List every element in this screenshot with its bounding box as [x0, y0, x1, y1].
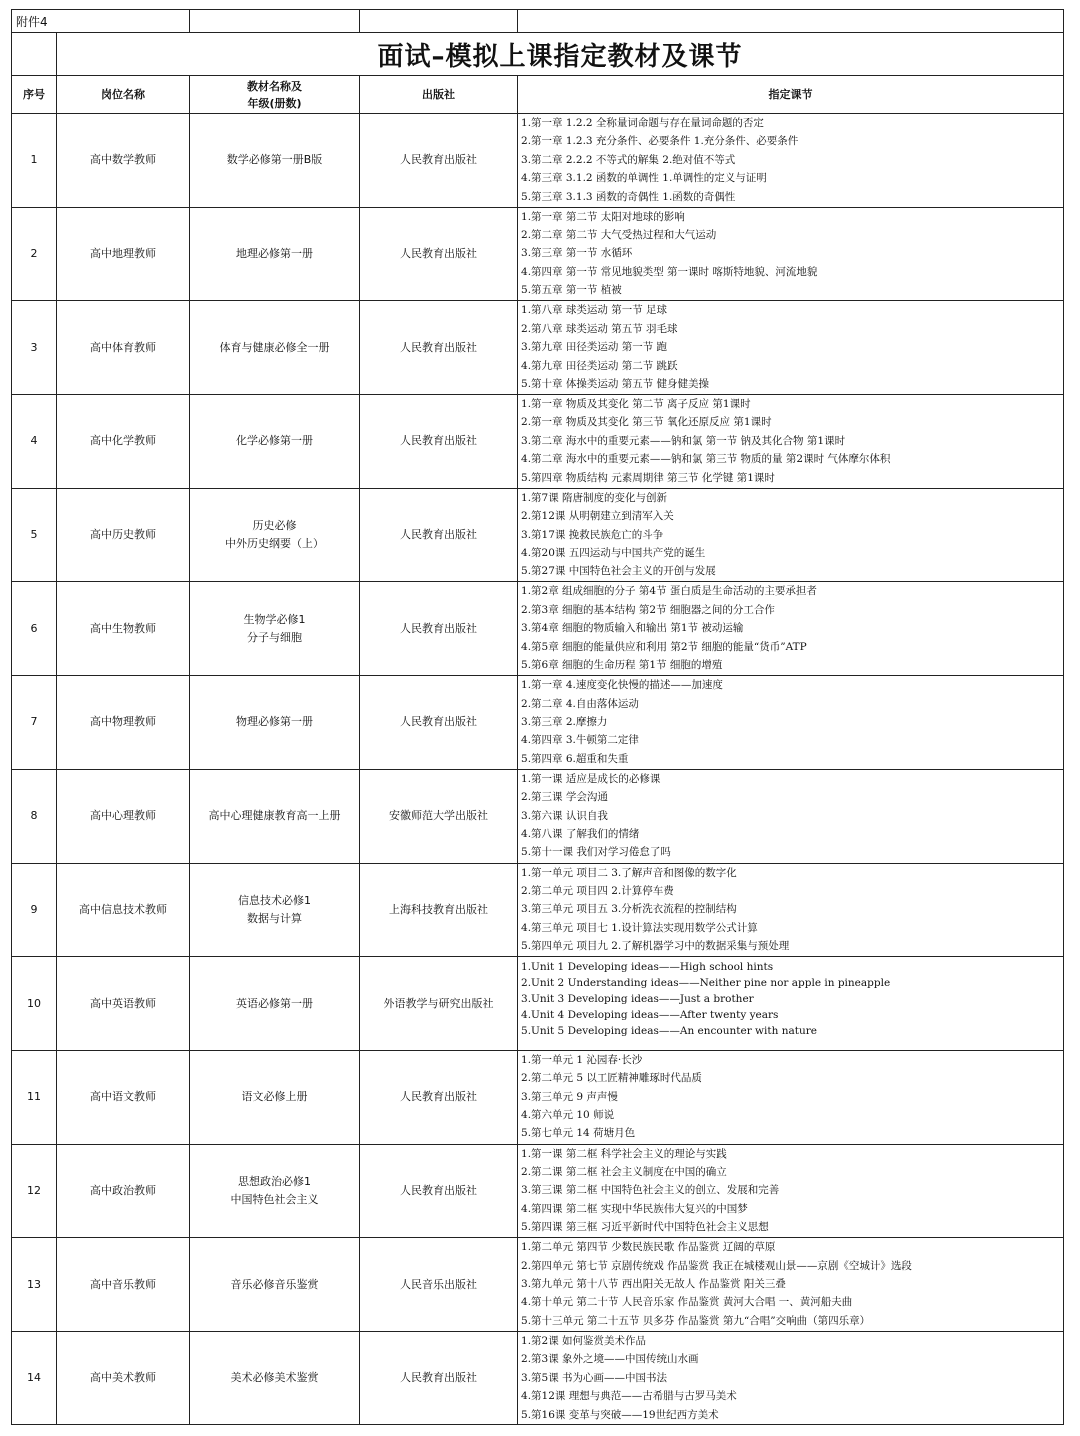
row-position: 高中英语教师	[57, 957, 190, 1051]
row-publisher: 人民教育出版社	[360, 301, 518, 395]
lesson-item: 2.第四单元 第七节 京剧传统戏 作品鉴赏 我正在城楼观山景——京剧《空城计》选段	[521, 1259, 912, 1272]
table-row	[12, 1144, 1064, 1238]
textbook-line: 中外历史纲要（上）	[225, 537, 325, 551]
lesson-item: 5.第16课 变革与突破——19世纪西方美术	[521, 1408, 719, 1421]
row-publisher: 上海科技教育出版社	[360, 863, 518, 957]
row-publisher: 人民教育出版社	[360, 207, 518, 301]
lesson-item: 4.第四课 第二框 实现中华民族伟大复兴的中国梦	[521, 1202, 748, 1215]
row-position: 高中信息技术教师	[57, 863, 190, 957]
lesson-item: 1.第一章 1.2.2 全称量词命题与存在量词命题的否定	[521, 117, 764, 129]
lesson-item: 4.第三单元 项目七 1.设计算法实现用数学公式计算	[521, 921, 758, 934]
header-textbook-line2: 年级(册数)	[247, 96, 302, 110]
lesson-item: 4.第六单元 10 师说	[521, 1109, 615, 1122]
lesson-item: 4.第12课 理想与典范——古希腊与古罗马美术	[521, 1390, 737, 1403]
lesson-item: 2.第三课 学会沟通	[521, 791, 608, 804]
lesson-item: 1.第一课 第二框 科学社会主义的理论与实践	[521, 1147, 727, 1160]
table-row	[12, 301, 1064, 395]
lesson-item: 3.第三课 第二框 中国特色社会主义的创立、发展和完善	[521, 1184, 780, 1197]
lesson-item: 5.第四单元 项目九 2.了解机器学习中的数据采集与预处理	[521, 940, 790, 953]
lesson-item: 1.Unit 1 Developing ideas——High school hints	[521, 961, 774, 974]
lesson-item: 4.第5章 细胞的能量供应和利用 第2节 细胞的能量“货币”ATP	[521, 640, 807, 653]
row-publisher: 安徽师范大学出版社	[360, 769, 518, 863]
textbook-line: 体育与健康必修全一册	[219, 340, 330, 354]
row-lessons	[518, 207, 1064, 301]
lesson-item: 1.第八章 球类运动 第一节 足球	[521, 304, 668, 317]
lesson-item: 3.第三单元 9 声声慢	[521, 1090, 618, 1103]
lesson-item: 5.第十章 体操类运动 第五节 健身健美操	[521, 377, 710, 390]
textbook-line: 分子与细胞	[247, 630, 303, 644]
table-row	[12, 207, 1064, 301]
row-textbook	[190, 488, 360, 582]
lesson-item: 4.第三章 3.1.2 函数的单调性 1.单调性的定义与证明	[521, 172, 767, 185]
row-index: 6	[12, 582, 57, 676]
row-textbook	[190, 957, 360, 1051]
lesson-item: 4.第四章 第一节 常见地貌类型 第一课时 喀斯特地貌、河流地貌	[521, 265, 818, 278]
row-index: 2	[12, 207, 57, 301]
table-row	[12, 114, 1064, 208]
table-row	[12, 1238, 1064, 1332]
lesson-item: 5.第四课 第三框 习近平新时代中国特色社会主义思想	[521, 1221, 769, 1234]
textbook-line: 化学必修第一册	[236, 434, 314, 448]
row-lessons	[518, 488, 1064, 582]
lesson-item: 3.第4章 细胞的物质输入和输出 第1节 被动运输	[521, 622, 744, 635]
header-lessons: 指定课节	[518, 76, 1064, 114]
row-textbook	[190, 114, 360, 208]
row-textbook	[190, 582, 360, 676]
row-lessons	[518, 863, 1064, 957]
textbook-line: 信息技术必修1	[238, 893, 312, 907]
textbook-line: 英语必修第一册	[236, 996, 314, 1010]
row-publisher: 人民教育出版社	[360, 1331, 518, 1424]
row-lessons	[518, 1144, 1064, 1238]
lesson-item: 4.第十单元 第二十节 人民音乐家 作品鉴赏 黄河大合唱 一、黄河船夫曲	[521, 1296, 853, 1309]
row-position: 高中物理教师	[57, 676, 190, 770]
header-textbook-line1: 教材名称及	[247, 79, 303, 93]
lesson-item: 5.第6章 细胞的生命历程 第1节 细胞的增殖	[521, 659, 723, 671]
row-position: 高中历史教师	[57, 488, 190, 582]
lesson-item: 2.第二章 4.自由落体运动	[521, 697, 639, 710]
lesson-item: 2.第3章 细胞的基本结构 第2节 细胞器之间的分工合作	[521, 603, 775, 616]
lesson-item: 4.第八课 了解我们的情绪	[521, 827, 640, 840]
table-row	[12, 863, 1064, 957]
row-lessons	[518, 1050, 1064, 1144]
row-position: 高中语文教师	[57, 1050, 190, 1144]
lesson-item: 4.Unit 4 Developing ideas——After twenty years	[521, 1009, 779, 1022]
textbook-line: 物理必修第一册	[236, 715, 314, 729]
row-position: 高中地理教师	[57, 207, 190, 301]
row-textbook	[190, 863, 360, 957]
row-publisher: 人民教育出版社	[360, 114, 518, 208]
lesson-item: 3.第三章 第一节 水循环	[521, 247, 633, 260]
row-publisher: 人民教育出版社	[360, 582, 518, 676]
lesson-item: 2.第二单元 项目四 2.计算停车费	[521, 884, 674, 897]
lesson-item: 2.第二单元 5 以工匠精神雕琢时代品质	[521, 1072, 702, 1085]
row-position: 高中音乐教师	[57, 1238, 190, 1332]
lesson-item: 5.第四章 物质结构 元素周期律 第三节 化学键 第1课时	[521, 471, 775, 484]
row-textbook	[190, 301, 360, 395]
lesson-item: 5.第五章 第一节 植被	[521, 284, 622, 297]
lesson-item: 1.第一章 物质及其变化 第二节 离子反应 第1课时	[521, 398, 751, 411]
row-textbook	[190, 676, 360, 770]
empty-cell	[360, 10, 518, 33]
textbook-line: 数据与计算	[247, 911, 303, 925]
lesson-item: 3.第三章 2.摩擦力	[521, 715, 608, 728]
textbook-line: 数学必修第一册B版	[226, 153, 323, 167]
row-index: 1	[12, 114, 57, 208]
header-row	[12, 76, 1064, 114]
lesson-item: 2.Unit 2 Understanding ideas——Neither pine nor apple in pineapple	[521, 977, 891, 990]
row-position: 高中数学教师	[57, 114, 190, 208]
lesson-item: 1.第一章 4.速度变化快慢的描述——加速度	[521, 679, 723, 692]
header-position: 岗位名称	[57, 76, 190, 114]
row-index: 10	[12, 957, 57, 1051]
row-lessons	[518, 769, 1064, 863]
lesson-item: 1.第2章 组成细胞的分子 第4节 蛋白质是生命活动的主要承担者	[521, 585, 817, 598]
table-row	[12, 1331, 1064, 1424]
row-position: 高中美术教师	[57, 1331, 190, 1424]
header-index: 序号	[12, 76, 57, 114]
row-index: 12	[12, 1144, 57, 1238]
row-textbook	[190, 395, 360, 489]
lesson-item: 1.第二单元 第四节 少数民族民歌 作品鉴赏 辽阔的草原	[521, 1241, 776, 1254]
row-lessons	[518, 582, 1064, 676]
title-row	[12, 33, 1064, 76]
page-title: 面试–模拟上课指定教材及课节	[57, 33, 1064, 76]
lesson-item: 2.第一章 1.2.3 充分条件、必要条件 1.充分条件、必要条件	[521, 135, 799, 148]
row-publisher: 外语教学与研究出版社	[360, 957, 518, 1051]
table-row	[12, 582, 1064, 676]
textbook-line: 语文必修上册	[241, 1090, 308, 1104]
row-position: 高中体育教师	[57, 301, 190, 395]
annex-label: 附件4	[12, 10, 190, 33]
row-textbook	[190, 1050, 360, 1144]
lesson-item: 1.第2课 如何鉴赏美术作品	[521, 1334, 647, 1347]
lesson-item: 1.第一章 第二节 太阳对地球的影响	[521, 210, 685, 223]
textbook-line: 生物学必修1	[243, 612, 306, 626]
lesson-item: 2.第一章 物质及其变化 第三节 氧化还原反应 第1课时	[521, 416, 772, 429]
row-publisher: 人民教育出版社	[360, 1050, 518, 1144]
row-position: 高中政治教师	[57, 1144, 190, 1238]
row-publisher: 人民教育出版社	[360, 1144, 518, 1238]
lesson-item: 5.第27课 中国特色社会主义的开创与发展	[521, 565, 716, 578]
lesson-item: 4.第20课 五四运动与中国共产党的诞生	[521, 546, 706, 559]
lesson-table	[11, 9, 1064, 1425]
lesson-item: 5.第十一课 我们对学习倦怠了吗	[521, 846, 671, 859]
lesson-item: 3.第17课 挽救民族危亡的斗争	[521, 528, 664, 541]
header-publisher: 出版社	[360, 76, 518, 114]
header-textbook	[190, 76, 360, 114]
row-index: 14	[12, 1331, 57, 1424]
row-lessons	[518, 1238, 1064, 1332]
lesson-item: 2.第3课 象外之境——中国传统山水画	[521, 1353, 699, 1366]
lesson-item: 5.第三章 3.1.3 函数的奇偶性 1.函数的奇偶性	[521, 190, 736, 203]
row-textbook	[190, 207, 360, 301]
document-sheet	[11, 9, 1063, 1425]
table-row	[12, 1050, 1064, 1144]
table-row	[12, 769, 1064, 863]
lesson-item: 2.第12课 从明朝建立到清军入关	[521, 510, 674, 523]
row-lessons	[518, 1331, 1064, 1424]
row-position: 高中心理教师	[57, 769, 190, 863]
row-lessons	[518, 676, 1064, 770]
row-textbook	[190, 1238, 360, 1332]
lesson-item: 3.第5课 书为心画——中国书法	[521, 1371, 668, 1384]
lesson-item: 4.第九章 田径类运动 第二节 跳跃	[521, 359, 678, 372]
lesson-item: 1.第7课 隋唐制度的变化与创新	[521, 491, 668, 504]
row-publisher: 人民教育出版社	[360, 676, 518, 770]
row-publisher: 人民教育出版社	[360, 395, 518, 489]
table-row	[12, 395, 1064, 489]
lesson-item: 1.第一课 适应是成长的必修课	[521, 772, 661, 785]
lesson-item: 3.第九章 田径类运动 第一节 跑	[521, 341, 668, 354]
row-lessons	[518, 114, 1064, 208]
empty-cell	[12, 33, 57, 76]
row-index: 4	[12, 395, 57, 489]
row-lessons	[518, 957, 1064, 1051]
lesson-item: 5.第七单元 14 荷塘月色	[521, 1127, 636, 1140]
row-index: 9	[12, 863, 57, 957]
textbook-line: 中国特色社会主义	[230, 1192, 319, 1206]
row-index: 11	[12, 1050, 57, 1144]
lesson-item: 2.第八章 球类运动 第五节 羽毛球	[521, 322, 678, 335]
lesson-item: 3.第二章 2.2.2 不等式的解集 2.绝对值不等式	[521, 153, 736, 166]
lesson-item: 4.第二章 海水中的重要元素——钠和氯 第三节 物质的量 第2课时 气体摩尔体积	[521, 453, 891, 466]
lesson-item: 2.第二章 第二节 大气受热过程和大气运动	[521, 229, 717, 242]
row-index: 13	[12, 1238, 57, 1332]
table-row	[12, 957, 1064, 1051]
table-row	[12, 676, 1064, 770]
lesson-item: 3.第六课 认识自我	[521, 809, 608, 822]
lesson-item: 1.第一单元 项目二 3.了解声音和图像的数字化	[521, 866, 737, 879]
annex-row	[12, 10, 1064, 33]
row-index: 8	[12, 769, 57, 863]
lesson-item: 3.第二章 海水中的重要元素——钠和氯 第一节 钠及其化合物 第1课时	[521, 434, 846, 447]
textbook-line: 地理必修第一册	[236, 247, 314, 261]
row-textbook	[190, 769, 360, 863]
row-position: 高中化学教师	[57, 395, 190, 489]
row-lessons	[518, 301, 1064, 395]
empty-cell	[190, 10, 360, 33]
lesson-item: 5.Unit 5 Developing ideas——An encounter with nature	[521, 1025, 817, 1038]
lesson-item: 5.第十三单元 第二十五节 贝多芬 作品鉴赏 第九“合唱”交响曲（第四乐章）	[521, 1314, 871, 1327]
textbook-line: 历史必修	[252, 519, 297, 533]
lesson-item: 3.第三单元 项目五 3.分析洗衣流程的控制结构	[521, 903, 737, 916]
lesson-item: 4.第四章 3.牛顿第二定律	[521, 734, 639, 747]
lesson-item: 1.第一单元 1 沁园春·长沙	[521, 1053, 643, 1066]
textbook-line: 思想政治必修1	[238, 1174, 312, 1188]
row-textbook	[190, 1331, 360, 1424]
row-textbook	[190, 1144, 360, 1238]
row-lessons	[518, 395, 1064, 489]
row-index: 5	[12, 488, 57, 582]
row-publisher: 人民教育出版社	[360, 488, 518, 582]
row-publisher: 人民音乐出版社	[360, 1238, 518, 1332]
row-index: 7	[12, 676, 57, 770]
textbook-line: 高中心理健康教育高一上册	[208, 809, 341, 823]
lesson-item: 5.第四章 6.超重和失重	[521, 752, 629, 765]
textbook-line: 音乐必修音乐鉴赏	[230, 1277, 319, 1291]
row-position: 高中生物教师	[57, 582, 190, 676]
lesson-item: 3.Unit 3 Developing ideas——Just a brother	[521, 993, 754, 1006]
lesson-item: 2.第二课 第二框 社会主义制度在中国的确立	[521, 1165, 727, 1178]
textbook-line: 美术必修美术鉴赏	[230, 1370, 319, 1384]
empty-cell	[518, 10, 1064, 33]
lesson-item: 3.第九单元 第十八节 西出阳关无故人 作品鉴赏 阳关三叠	[521, 1278, 786, 1291]
row-index: 3	[12, 301, 57, 395]
table-row	[12, 488, 1064, 582]
